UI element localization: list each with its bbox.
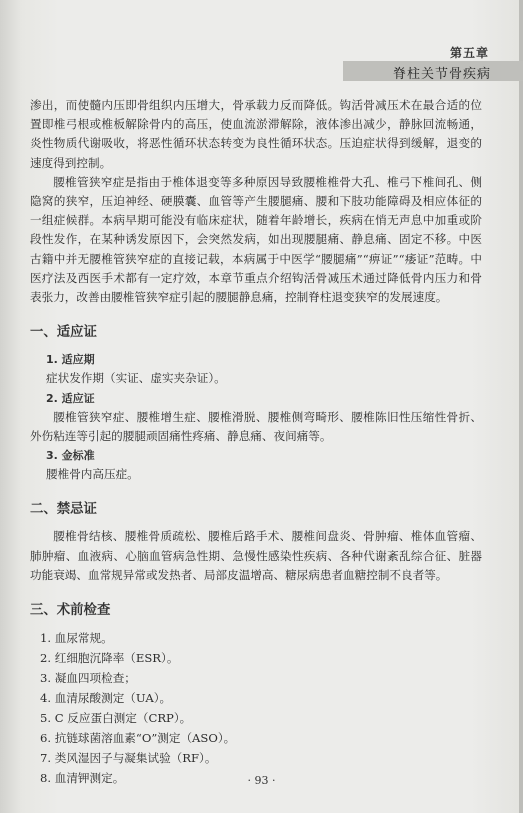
section-heading-indications: 一、适应证	[30, 325, 97, 341]
page-edge-shadow	[519, 0, 523, 813]
running-header	[323, 44, 523, 84]
list-item: 1. 血尿常规。	[40, 631, 113, 646]
contraindications-text: 腰椎骨结核、腰椎骨质疏松、腰椎后路手术、腰椎间盘炎、骨肿瘤、椎体血管瘤、肺肿瘤、血液病、心脑血管病急性期、急慢性感染性疾病、各种代谢紊乱综合征、脏器功能衰竭、血常规异常或发热者、局部皮温增高、糖尿病患者血糖控制不良者等。	[30, 529, 482, 582]
indication-period-text: 症状发作期（实证、虚实夹杂证）。	[46, 371, 226, 386]
list-item: 6. 抗链球菌溶血素“O”测定（ASO）。	[40, 731, 236, 746]
indications-text: 腰椎管狭窄症、腰椎增生症、腰椎滑脱、腰椎侧弯畸形、腰椎陈旧性压缩性骨折、外伤粘连等引起的腰腿顽固痛性疼痛、静息痛、夜间痛等。	[30, 409, 482, 443]
gold-standard-text: 腰椎骨内高压症。	[46, 467, 139, 482]
preop-exam-list	[30, 628, 482, 788]
list-item: 5. C 反应蛋白测定（CRP）。	[40, 711, 192, 726]
page-body	[30, 96, 482, 788]
list-item: 3. 凝血四项检查；	[40, 671, 136, 686]
section-heading-preop-exams: 三、术前检查	[30, 603, 111, 619]
subheading-indication-period: 1. 适应期	[46, 353, 95, 367]
intro-paragraph-2: 腰椎管狭窄症是指由于椎体退变等多种原因导致腰椎椎骨大孔、椎弓下椎间孔、侧隐窝的狭窄，压迫神经、硬膜囊、血管等产生腰腿痛、腰和下肢功能障碍及相应体征的一组症候群。本病早期可能没有临床症状，随着年龄增长，疾病在悄无声息中加重或阶段性发作，在某种诱发原因下，会突然发病，如出现腰腿痛、静息痛、固定不移。中医古籍中并无腰椎管狭窄症的直接记载，本病属于中医学“腰腿痛”“痹证”“痿证”范畴。中医疗法及西医手术都有一定疗效，本章节重点介绍钩活骨减压术通过降低骨内压力和骨表张力，改善由腰椎管狭窄症引起的腰腿静息痛，控制脊柱退变狭窄的发展速度。	[30, 174, 482, 305]
subheading-gold-standard: 3. 金标准	[46, 449, 95, 463]
list-item: 2. 红细胞沉降率（ESR）。	[40, 651, 179, 666]
intro-paragraph-1: 渗出，而使髓内压即骨组织内压增大，骨承载力反而降低。钩活骨减压术在最合适的位置即椎弓根或椎板解除骨内的高压，使血流淤滞解除，液体渗出减少，静脉回流畅通，炎性物质代谢吸收，将恶性循环状态转变为良性循环状态。压迫症状得到缓解，退变的速度得到控制。	[30, 98, 482, 170]
chapter-label: 第五章	[449, 46, 489, 60]
list-item: 7. 类风湿因子与凝集试验（RF）。	[40, 751, 217, 766]
subheading-indications: 2. 适应证	[46, 391, 95, 405]
section-heading-contraindications: 二、禁忌证	[30, 502, 97, 518]
list-item: 8. 血清钾测定。	[40, 771, 125, 786]
page-number: · 93 ·	[247, 774, 276, 787]
list-item: 4. 血清尿酸测定（UA）。	[40, 691, 172, 706]
header-title: 脊柱关节骨疾病	[392, 67, 491, 82]
